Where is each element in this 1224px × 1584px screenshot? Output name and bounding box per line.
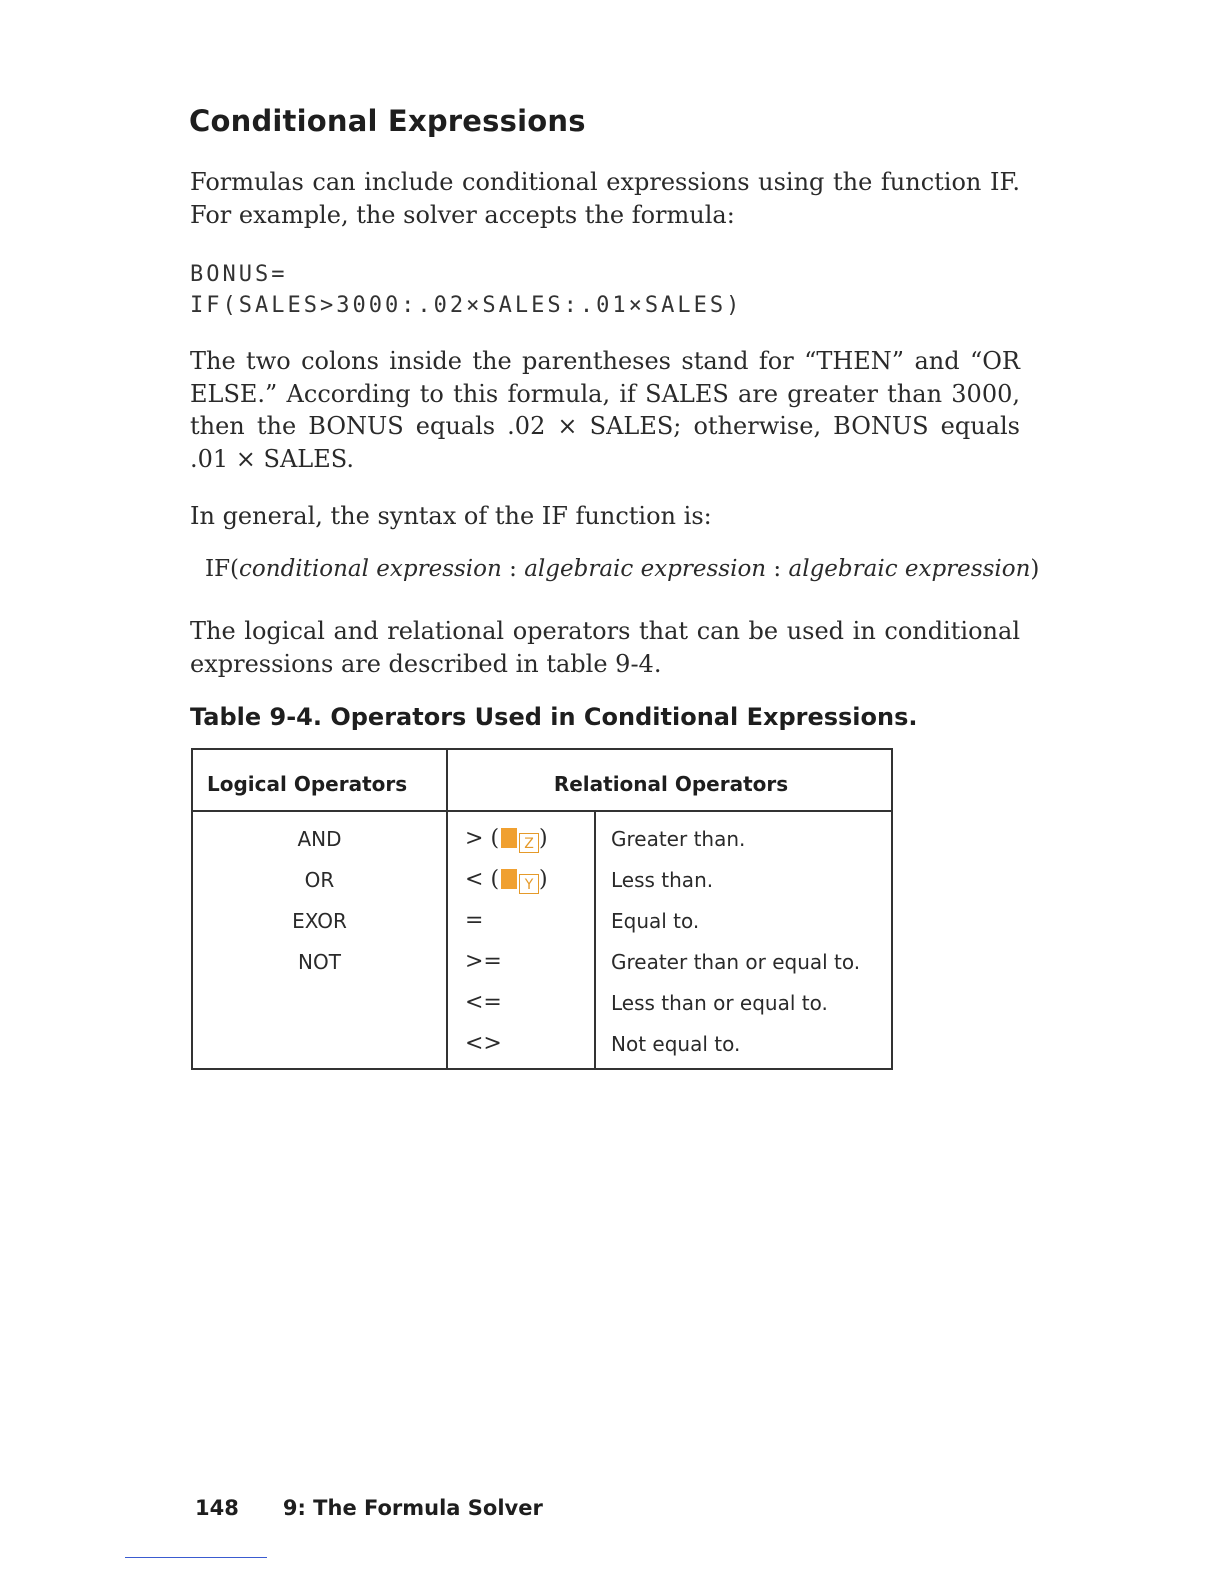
code-line-2: IF(SALES>3000:.02×SALES:.01×SALES) — [190, 293, 743, 318]
operators-intro: The logical and relational operators that can be used in conditional expressions are described in table 9-4. — [190, 617, 1020, 678]
syntax-conditional-expression: conditional expression — [239, 556, 502, 582]
intro-paragraph: Formulas can include conditional expressions using the function IF. For example, the solver accepts the formula: — [190, 168, 1020, 229]
page-footer — [195, 1496, 543, 1520]
syntax-prefix: IF( — [205, 556, 240, 582]
relational-description: Greater than or equal to. — [611, 950, 861, 974]
key-y-icon: Y — [519, 874, 539, 894]
footer-rule — [125, 1557, 267, 1558]
if-syntax — [205, 556, 1039, 582]
logical-operator: OR — [304, 868, 335, 892]
section-title: Conditional Expressions — [189, 104, 586, 138]
relational-symbol: > — [465, 826, 484, 851]
relational-symbol-row — [465, 868, 548, 894]
syntax-intro: In general, the syntax of the IF function is: — [190, 502, 712, 530]
operators-table — [191, 748, 893, 1070]
header-logical-operators: Logical Operators — [207, 772, 408, 796]
table-caption: Table 9-4. Operators Used in Conditional Expressions. — [190, 703, 918, 731]
relational-description: Equal to. — [611, 909, 700, 933]
relational-symbol-row — [465, 827, 548, 853]
page-number: 148 — [195, 1496, 239, 1520]
table-divider — [594, 810, 596, 1068]
code-line-1: BONUS= — [190, 262, 288, 287]
relational-symbol: <> — [465, 1031, 502, 1056]
syntax-suffix: ) — [1030, 556, 1040, 582]
syntax-separator: : — [501, 556, 525, 582]
table-divider — [446, 750, 448, 1068]
explanation-paragraph: The two colons inside the parentheses stand for “THEN” and “OR ELSE.” According to this formula, if SALES are greater than 3000, then the BONUS equals .02 × SALES; otherwise, BONUS equals .01 × SALES. — [190, 347, 1020, 473]
relational-symbol: >= — [465, 949, 502, 974]
relational-description: Less than or equal to. — [611, 991, 828, 1015]
relational-symbol: = — [465, 908, 484, 933]
logical-operator: NOT — [298, 950, 341, 974]
relational-description: Less than. — [611, 868, 714, 892]
header-relational-operators: Relational Operators — [553, 772, 789, 796]
syntax-separator: : — [766, 556, 789, 582]
syntax-algebraic-expression: algebraic expression — [524, 556, 767, 582]
relational-symbol: < — [465, 867, 484, 892]
key-sequence: ( Z ) — [490, 826, 548, 852]
logical-operator: EXOR — [292, 909, 347, 933]
shift-key-icon — [501, 828, 517, 848]
shift-key-icon — [501, 869, 517, 889]
key-sequence: ( Y ) — [490, 867, 548, 893]
relational-symbol: <= — [465, 990, 502, 1015]
table-divider — [193, 810, 891, 812]
syntax-algebraic-expression: algebraic expression — [788, 556, 1031, 582]
relational-description: Not equal to. — [611, 1032, 741, 1056]
chapter-title: 9: The Formula Solver — [282, 1496, 543, 1520]
relational-description: Greater than. — [611, 827, 746, 851]
logical-operator: AND — [297, 827, 342, 851]
key-z-icon: Z — [519, 833, 539, 853]
